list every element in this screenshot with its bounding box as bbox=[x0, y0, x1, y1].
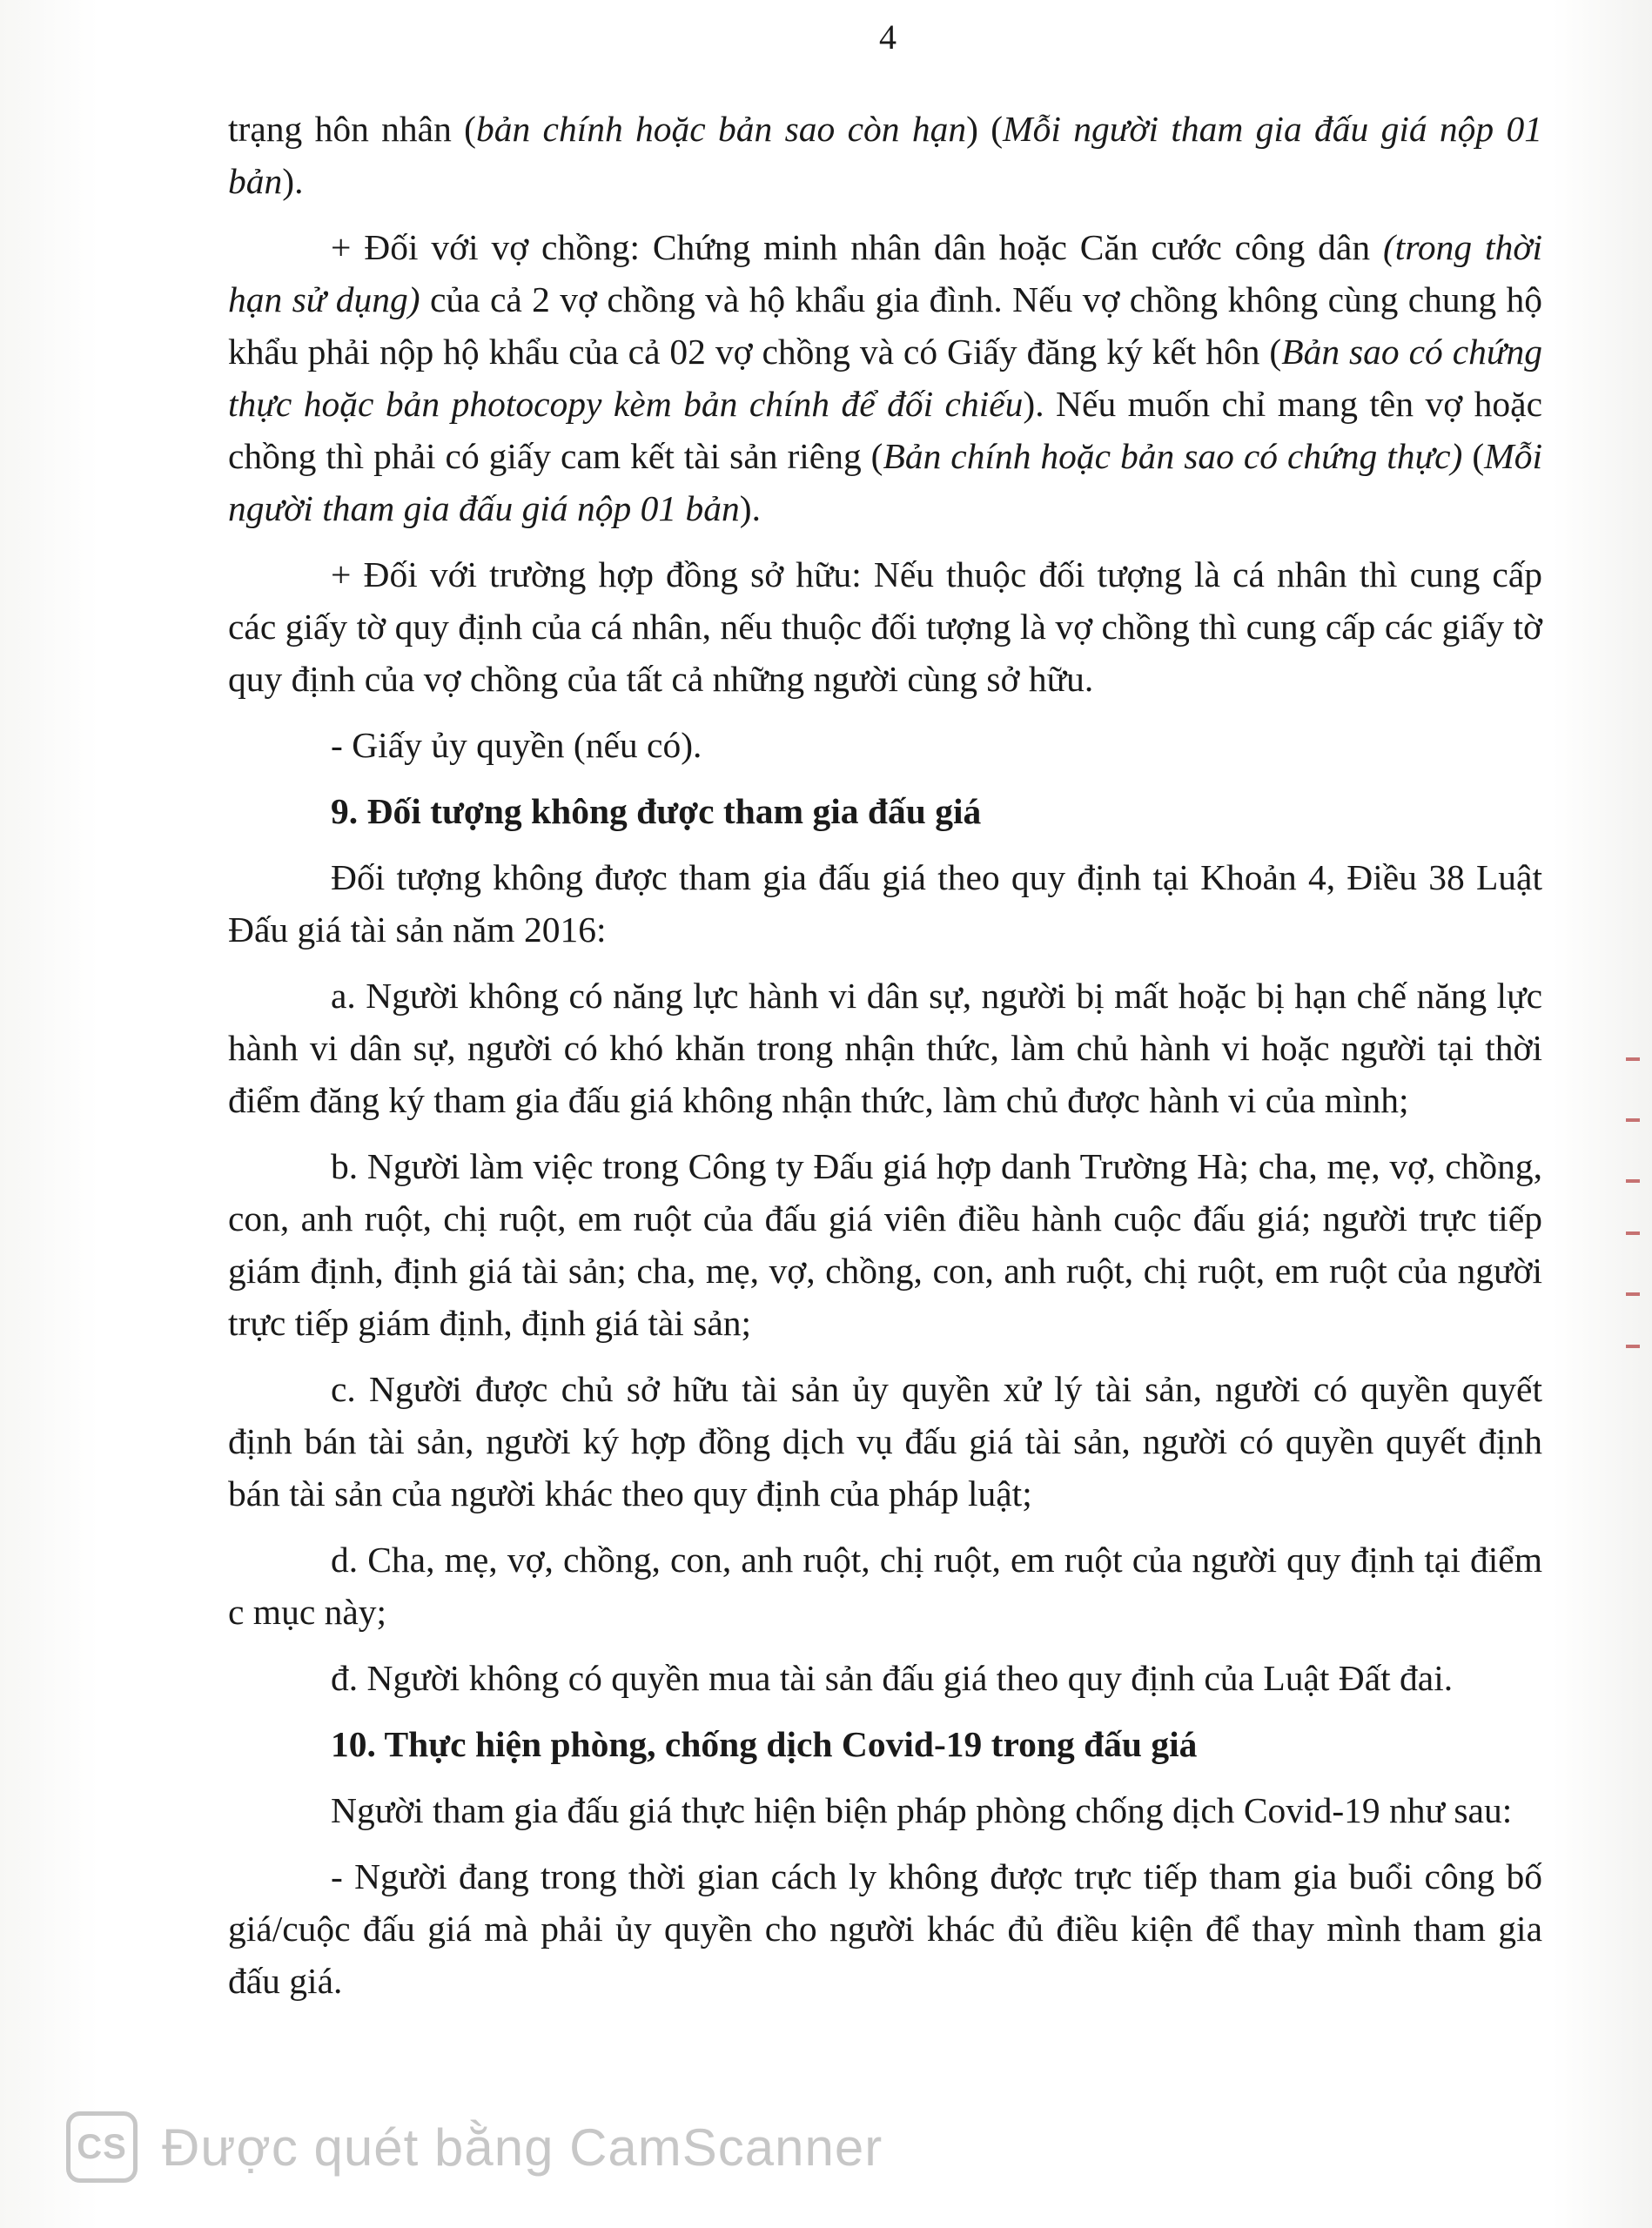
watermark-text: Được quét bằng CamScanner bbox=[162, 2117, 883, 2177]
list-item-b: b. Người làm việc trong Công ty Đấu giá hợp danh Trường Hà; cha, mẹ, vợ, chồng, con, anh ruột, chị ruột, em ruột của đấu giá viên điều hành cuộc đấu giá; người trực tiếp giám định, định giá tài sản; cha, mẹ, vợ, chồng, con, anh ruột, chị ruột, em ruột của người trực tiếp giám định, định giá tài sản; bbox=[228, 1146, 1542, 1343]
list-item-c: c. Người được chủ sở hữu tài sản ủy quyền xử lý tài sản, người có quyền quyết định bán tài sản, người ký hợp đồng dịch vụ đấu giá tài sản, người có quyền quyết định bán tài sản của người khác theo quy định của pháp luật; bbox=[228, 1369, 1542, 1513]
paragraph-spouses: + Đối với vợ chồng: Chứng minh nhân dân hoặc Căn cước công dân (trong thời hạn sử dụng) của cả 2 vợ chồng và hộ khẩu gia đình. Nếu vợ chồng không cùng chung hộ khẩu phải nộp hộ khẩu của cả 02 vợ chồng và có Giấy đăng ký kết hôn (Bản sao có chứng thực hoặc bản photocopy kèm bản chính để đối chiếu). Nếu muốn chỉ mang tên vợ hoặc chồng thì phải có giấy cam kết tài sản riêng (Bản chính hoặc bản sao có chứng thực) (Mỗi người tham gia đấu giá nộp 01 bản). bbox=[228, 227, 1543, 528]
section-heading-9: 9. Đối tượng không được tham gia đấu giá bbox=[331, 791, 982, 831]
document-body bbox=[228, 103, 1542, 2021]
camscanner-logo-icon: CS bbox=[66, 2111, 138, 2183]
list-item-a: a. Người không có năng lực hành vi dân sự, người bị mất hoặc bị hạn chế năng lực hành vi dân sự, người có khó khăn trong nhận thức, làm chủ hành vi hoặc người tại thời điểm đăng ký tham gia đấu giá không nhận thức, làm chủ được hành vi của mình; bbox=[228, 976, 1542, 1120]
list-item-d: d. Cha, mẹ, vợ, chồng, con, anh ruột, chị ruột, em ruột của người quy định tại điểm c mục này; bbox=[228, 1540, 1542, 1632]
list-item-dd: đ. Người không có quyền mua tài sản đấu giá theo quy định của Luật Đất đai. bbox=[331, 1658, 1454, 1698]
paragraph-covid-intro: Người tham gia đấu giá thực hiện biện pháp phòng chống dịch Covid-19 như sau: bbox=[331, 1790, 1513, 1830]
edge-scan-marks bbox=[1626, 1057, 1645, 1353]
paragraph-ineligible-intro: Đối tượng không được tham gia đấu giá theo quy định tại Khoản 4, Điều 38 Luật Đấu giá tài sản năm 2016: bbox=[228, 857, 1542, 950]
paragraph-co-ownership: + Đối với trường hợp đồng sở hữu: Nếu thuộc đối tượng là cá nhân thì cung cấp các giấy tờ quy định của cá nhân, nếu thuộc đối tượng là vợ chồng thì cung cấp các giấy tờ quy định của vợ chồng của tất cả những người cùng sở hữu. bbox=[228, 554, 1542, 699]
paragraph-covid-quarantine: - Người đang trong thời gian cách ly không được trực tiếp tham gia buổi công bố giá/cuộc đấu giá mà phải ủy quyền cho người khác đủ điều kiện để thay mình tham gia đấu giá. bbox=[228, 1856, 1542, 2001]
paragraph-power-of-attorney: - Giấy ủy quyền (nếu có). bbox=[331, 725, 702, 765]
section-heading-10: 10. Thực hiện phòng, chống dịch Covid-19 trong đấu giá bbox=[331, 1724, 1198, 1764]
paragraph-marital-status: trạng hôn nhân (bản chính hoặc bản sao còn hạn) (Mỗi người tham gia đấu giá nộp 01 bản). bbox=[228, 109, 1542, 201]
camscanner-watermark bbox=[66, 2108, 883, 2186]
page-number: 4 bbox=[879, 17, 897, 57]
